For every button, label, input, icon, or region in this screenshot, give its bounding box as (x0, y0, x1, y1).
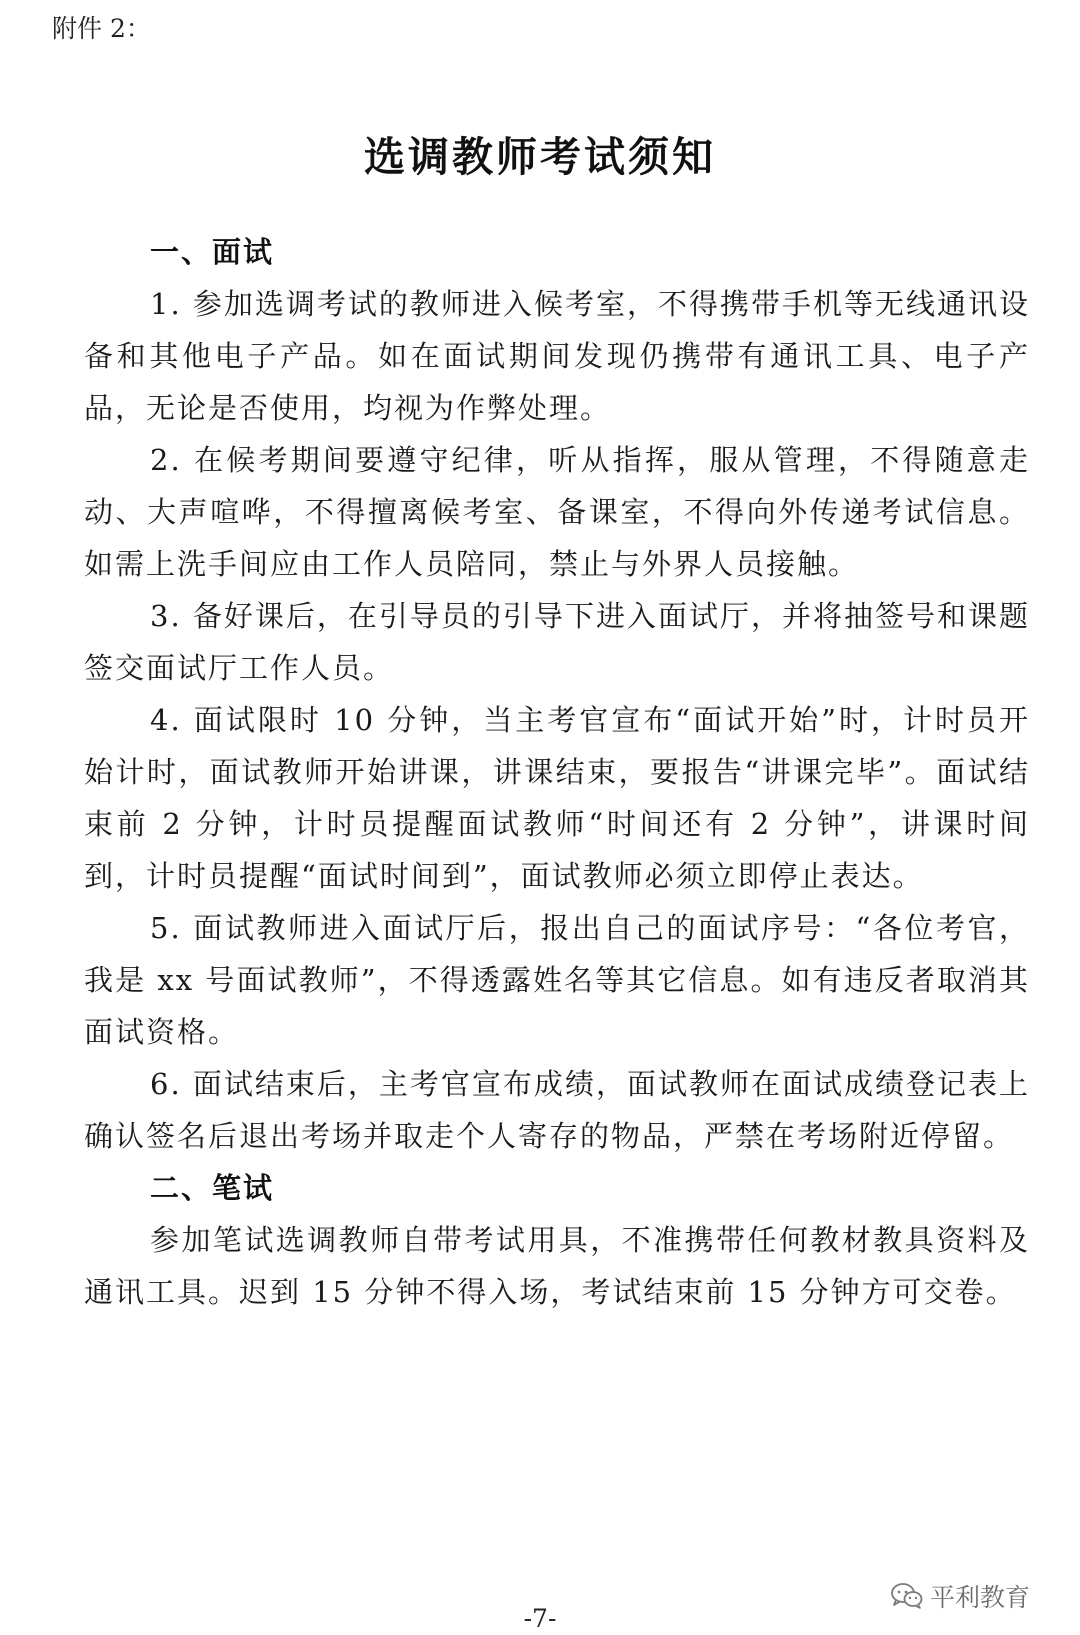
attachment-label: 附件 2： (52, 14, 151, 43)
interview-paragraph-5: 5. 面试教师进入面试厅后，报出自己的面试序号：“各位考官，我是 xx 号面试教师”，不得透露姓名等其它信息。如有违反者取消其面试资格。 (84, 911, 1030, 1049)
interview-paragraph-2: 2. 在候考期间要遵守纪律，听从指挥，服从管理，不得随意走动、大声喧哗，不得擅离候考室、备课室，不得向外传递考试信息。如需上洗手间应由工作人员陪同，禁止与外界人员接触。 (84, 443, 1030, 581)
interview-paragraph-6: 6. 面试结束后，主考官宣布成绩，面试教师在面试成绩登记表上确认签名后退出考场并取走个人寄存的物品，严禁在考场附近停留。 (84, 1067, 1030, 1153)
document-title: 选调教师考试须知 (364, 133, 716, 181)
watermark-text: 平利教育 (929, 1583, 1030, 1612)
section-heading-written: 二、笔试 (150, 1171, 275, 1205)
interview-paragraph-4: 4. 面试限时 10 分钟，当主考官宣布“面试开始”时，计时员开始计时，面试教师开始讲课，讲课结束，要报告“讲课完毕”。面试结束前 2 分钟，计时员提醒面试教师“时间还有 2 分钟”，讲课时间到，计时员提醒“面试时间到”，面试教师必须立即停止表达。 (84, 703, 1030, 893)
section-heading-interview: 一、面试 (150, 235, 275, 269)
page-number: -7- (523, 1604, 557, 1633)
document-body (84, 226, 1030, 1318)
written-paragraph-1: 参加笔试选调教师自带考试用具，不准携带任何教材教具资料及通讯工具。迟到 15 分钟不得入场，考试结束前 15 分钟方可交卷。 (84, 1223, 1030, 1309)
interview-paragraph-1: 1. 参加选调考试的教师进入候考室，不得携带手机等无线通讯设备和其他电子产品。如在面试期间发现仍携带有通讯工具、电子产品，无论是否使用，均视为作弊处理。 (84, 287, 1030, 425)
interview-paragraph-3: 3. 备好课后，在引导员的引导下进入面试厅，并将抽签号和课题签交面试厅工作人员。 (84, 599, 1030, 685)
